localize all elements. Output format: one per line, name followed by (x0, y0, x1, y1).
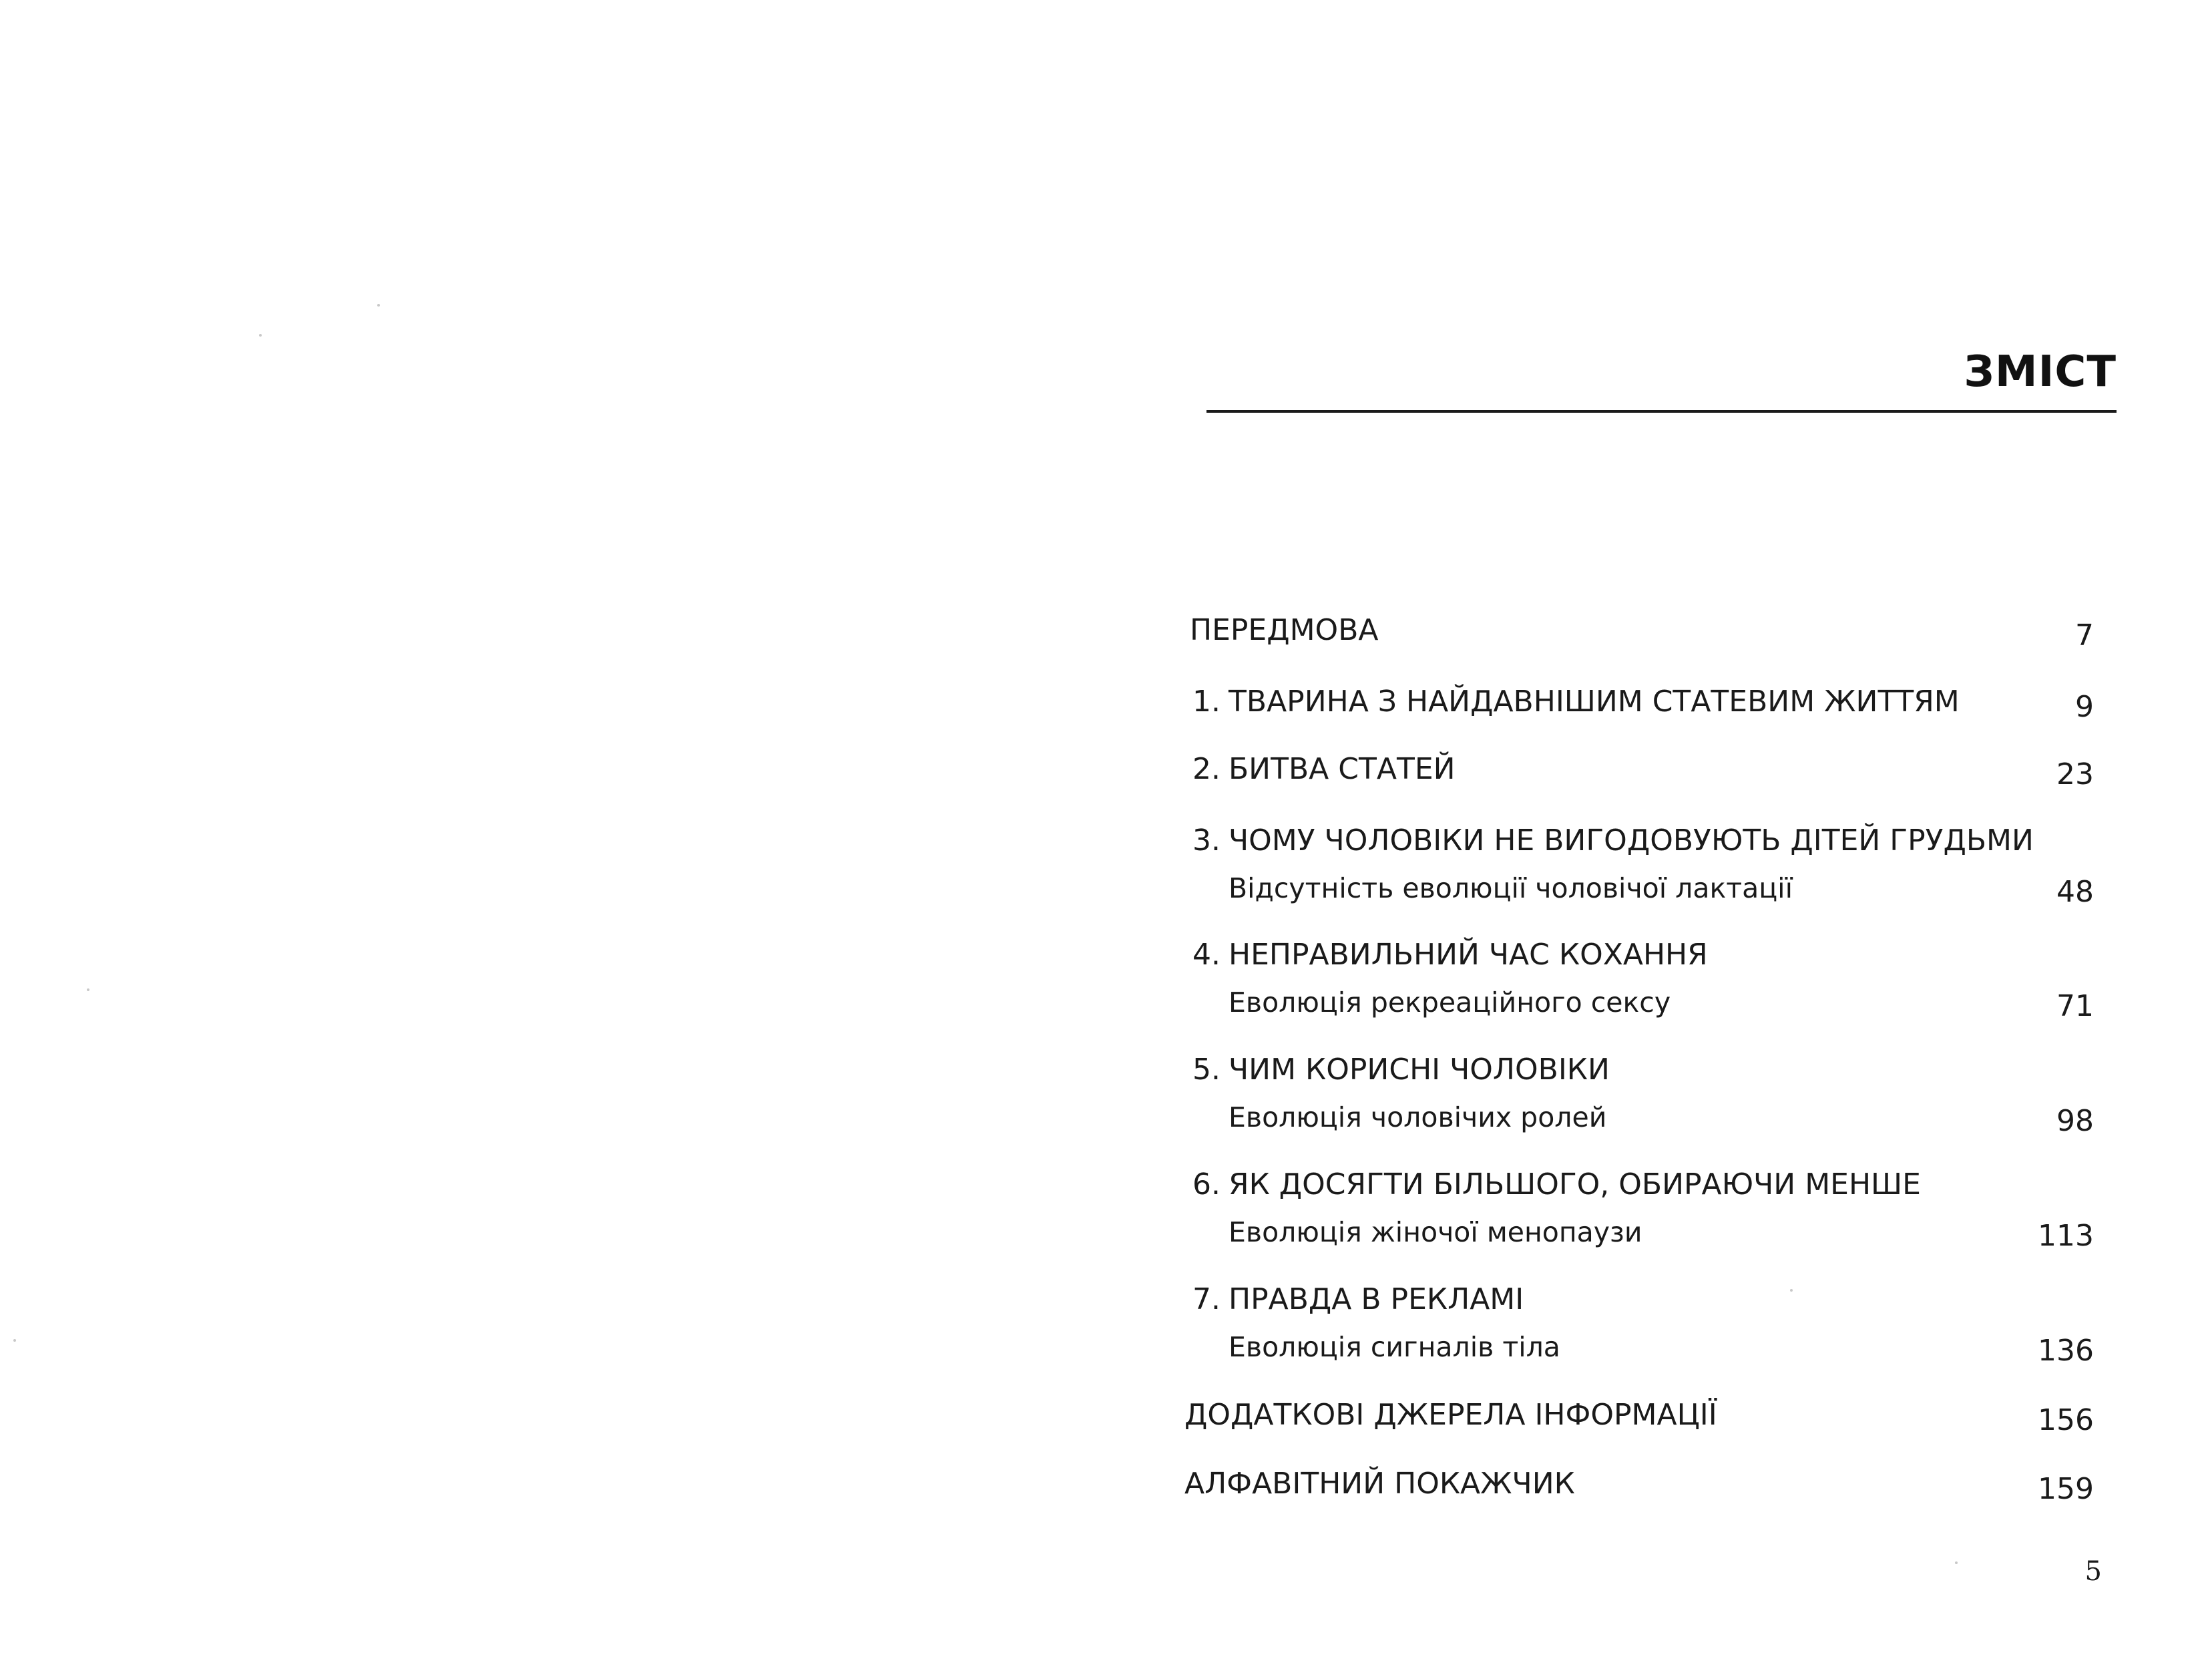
toc-entry-title-text: ЯК ДОСЯГТИ БІЛЬШОГО, ОБИРАЮЧИ МЕНШЕ (1229, 1167, 1921, 1201)
toc-entry-title-text: ДОДАТКОВІ ДЖЕРЕЛА ІНФОРМАЦІЇ (1184, 1398, 1717, 1432)
toc-entry-number: 1. (1192, 685, 1221, 719)
toc-entry-number: 5. (1192, 1053, 1221, 1087)
toc-entry-title-text: ЧОМУ ЧОЛОВІКИ НЕ ВИГОДОВУЮТЬ ДІТЕЙ ГРУДЬМИ (1229, 823, 2034, 858)
paper-speck (377, 304, 380, 307)
toc-entry-number: 6. (1192, 1167, 1221, 1201)
toc-entry-number: 3. (1192, 823, 1221, 858)
toc-entry-title (1192, 823, 2034, 858)
paper-speck (87, 988, 89, 991)
toc-entry-page: 159 (2038, 1472, 2094, 1506)
paper-speck (13, 1339, 16, 1342)
toc-entry-title-text: ПРАВДА В РЕКЛАМІ (1229, 1282, 1524, 1316)
toc-entry-title (1184, 1398, 1717, 1432)
toc-entry-page: 48 (2056, 875, 2094, 909)
paper-speck (259, 334, 262, 337)
toc-entry-page: 71 (2056, 989, 2094, 1023)
toc-entry-title (1190, 613, 1378, 647)
toc-entry-subtitle: Відсутність еволюції чоловічої лактації (1229, 872, 1793, 904)
toc-entry-title (1192, 1053, 1610, 1087)
toc-entry-title-text: ЧИМ КОРИСНІ ЧОЛОВІКИ (1229, 1053, 1610, 1087)
toc-entry-title-text: ПЕРЕДМОВА (1190, 613, 1379, 647)
toc-entry-page: 98 (2056, 1104, 2094, 1138)
paper-speck (1955, 1561, 1958, 1564)
toc-entry-number: 4. (1192, 938, 1221, 972)
toc-entry-number: 7. (1192, 1282, 1221, 1316)
toc-entry-subtitle: Еволюція жіночої менопаузи (1229, 1216, 1642, 1248)
page-title: ЗМІСТ (1964, 347, 2117, 397)
toc-entry-page: 113 (2038, 1219, 2094, 1253)
toc-entry-title-text: АЛФАВІТНИЙ ПОКАЖЧИК (1184, 1467, 1575, 1501)
toc-entry-page: 7 (2075, 618, 2094, 653)
toc-entry-subtitle: Еволюція чоловічих ролей (1229, 1101, 1607, 1133)
page-number-folio: 5 (2084, 1556, 2102, 1587)
toc-entry-subtitle: Еволюція сигналів тіла (1229, 1331, 1560, 1363)
toc-entry-title-text: БИТВА СТАТЕЙ (1229, 752, 1456, 786)
toc-entry-subtitle: Еволюція рекреаційного сексу (1229, 986, 1671, 1018)
toc-entry-title (1192, 1167, 1921, 1201)
toc-entry-page: 136 (2038, 1334, 2094, 1368)
toc-entry-title (1192, 938, 1708, 972)
toc-entry-page: 156 (2038, 1403, 2094, 1437)
toc-entry-title-text: ТВАРИНА З НАЙДАВНІШИМ СТАТЕВИМ ЖИТТЯМ (1229, 685, 1960, 719)
right-page-contents (1106, 0, 2212, 1673)
toc-entry-title (1192, 685, 1960, 719)
toc-entry-page: 9 (2075, 690, 2094, 724)
toc-entry-title-text: НЕПРАВИЛЬНИЙ ЧАС КОХАННЯ (1229, 938, 1708, 972)
toc-entry-page: 23 (2056, 757, 2094, 791)
toc-entry-number: 2. (1192, 752, 1221, 786)
paper-speck (1790, 1289, 1793, 1292)
toc-entry-title (1192, 1282, 1524, 1316)
toc-entry-title (1192, 752, 1456, 786)
toc-entry-title (1184, 1467, 1575, 1501)
table-of-contents (1184, 0, 2117, 1673)
